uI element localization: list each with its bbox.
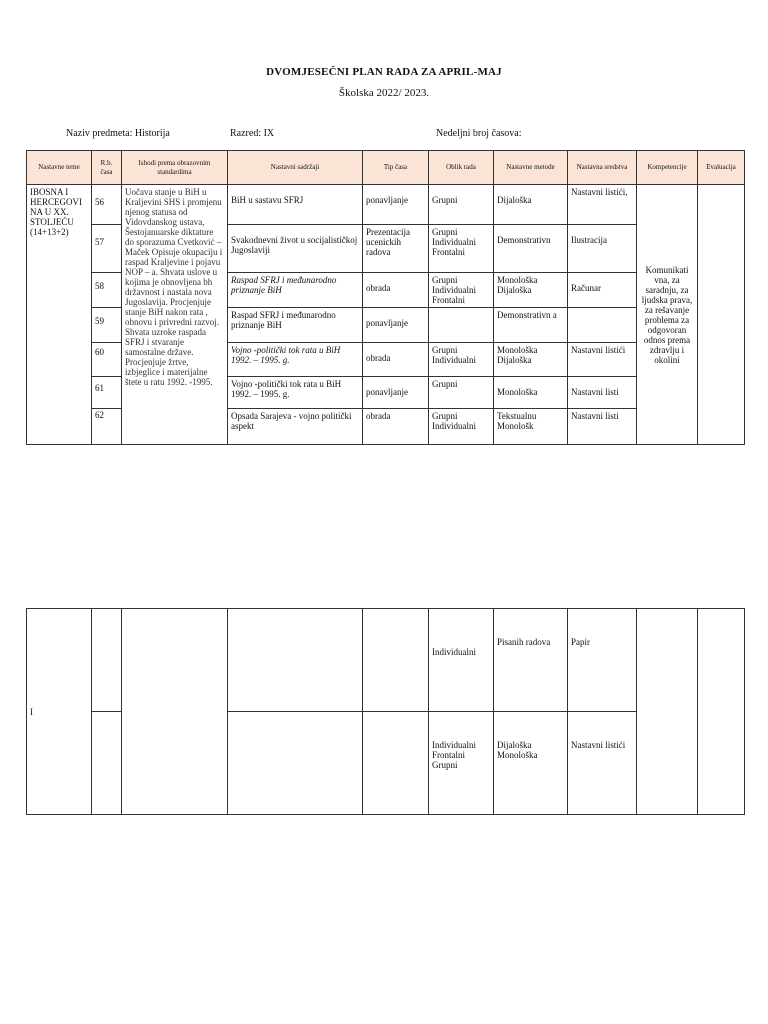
plan-table [26, 150, 745, 445]
evaluation-cell [698, 609, 745, 815]
lesson-type [363, 609, 429, 712]
column-header: Evaluacija [698, 151, 745, 185]
page-title: DVOMJESEČNI PLAN RADA ZA APRIL-MAJ [266, 66, 502, 78]
column-header: R.b. časa [92, 151, 122, 185]
lesson-number: 59 [92, 308, 122, 343]
lesson-number: 60 [92, 343, 122, 377]
table-row [27, 185, 745, 225]
evaluation-cell [698, 185, 745, 445]
teaching-aids: Papir [568, 609, 637, 712]
work-form: Grupni Individualni Frontalni [429, 273, 494, 308]
teaching-method: Monološka Dijaloška [494, 273, 568, 308]
teaching-method: Demonstrativn a [494, 308, 568, 343]
teaching-method: Dijaloška [494, 185, 568, 225]
column-header: Nastavna sredstva [568, 151, 637, 185]
lesson-type [363, 712, 429, 815]
work-form: Grupni [429, 377, 494, 409]
teaching-method: Pisanih radova [494, 609, 568, 712]
work-form: Individualni Frontalni Grupni [429, 712, 494, 815]
lesson-content: Opsada Sarajeva - vojno politički aspekt [228, 409, 363, 445]
teaching-aids: Računar [568, 273, 637, 308]
column-header: Nastavni sadržaji [228, 151, 363, 185]
lesson-content [228, 712, 363, 815]
competencies-cell: Komunikati vna, za saradnju, za ljudska prava, za rešavanje problema za odgovoran odnos prema zdravlju i okolini [637, 185, 698, 445]
table-row [27, 609, 745, 712]
teaching-aids: Ilustracija [568, 225, 637, 273]
lesson-number: 57 [92, 225, 122, 273]
lesson-number: 62 [92, 409, 122, 445]
work-form: Individualni [429, 609, 494, 712]
column-header: Nastavne teme [27, 151, 92, 185]
lesson-type: Prezentacija ucenickih radova [363, 225, 429, 273]
work-form: Grupni [429, 185, 494, 225]
lesson-type: ponavljanje [363, 308, 429, 343]
teaching-method: Monološka Dijaloška [494, 343, 568, 377]
topic-cell: I [27, 609, 92, 815]
subject-name: Naziv predmeta: Historija [66, 128, 170, 139]
lesson-type: ponavljanje [363, 185, 429, 225]
teaching-method: Dijaloška Monološka [494, 712, 568, 815]
competencies-cell [637, 609, 698, 815]
teaching-method: Tekstualnu Monološk [494, 409, 568, 445]
lesson-type: obrada [363, 273, 429, 308]
teaching-aids: Nastavni listići [568, 712, 637, 815]
lesson-number: 58 [92, 273, 122, 308]
lesson-number [92, 712, 122, 815]
weekly-hours: Nedeljni broj časova: [436, 128, 522, 139]
work-form: Grupni Individualni Frontalni [429, 225, 494, 273]
teaching-aids: Nastavni listići [568, 343, 637, 377]
teaching-aids: Nastavni listi [568, 409, 637, 445]
work-form: Grupni Individualni [429, 409, 494, 445]
lesson-content: Vojno -politički tok rata u BiH 1992. – 1995. g. [228, 343, 363, 377]
lesson-type: obrada [363, 409, 429, 445]
teaching-method: Demonstrativn [494, 225, 568, 273]
column-header: Ishodi prema obrazovnim standardima [122, 151, 228, 185]
topic-cell: IBOSNA I HERCEGOVI NA U XX. STOLJEĆU (14+13+2) [27, 185, 92, 445]
plan-table-continued [26, 608, 745, 815]
lesson-number [92, 609, 122, 712]
teaching-aids: Nastavni listići, [568, 185, 637, 225]
lesson-content: Svakodnevni život u socijalističkoj Jugoslaviji [228, 225, 363, 273]
teaching-aids: Nastavni listi [568, 377, 637, 409]
column-header: Oblik rada [429, 151, 494, 185]
outcomes-cell [122, 609, 228, 815]
lesson-number: 56 [92, 185, 122, 225]
teaching-method: Monološka [494, 377, 568, 409]
outcomes-cell: Uočava stanje u BiH u Kraljevini SHS i promjenu njenog statusa od Vidovdanskog ustava, Šestojanuarske diktature do sporazuma Cvetković – Maček Opisuje okupaciju i raspad Kraljevine i pojavu NOP – a. Shvata uslove u kojima je obnovljena bh državnost i nastala nova Jugoslavija. Procjenjuje stanje BiH nakon rata , obnovu i privredni razvoj. Shvata uzroke raspada SFRJ i stvaranje samostalne države. Procjenjuje žrtve, izbjeglice i materijalne štete u ratu 1992. -1995. [122, 185, 228, 445]
lesson-content: BiH u sastavu SFRJ [228, 185, 363, 225]
column-header: Kompetencije [637, 151, 698, 185]
lesson-type: ponavljanje [363, 377, 429, 409]
column-header: Nastavne metode [494, 151, 568, 185]
lesson-content [228, 609, 363, 712]
grade: Razred: IX [230, 128, 275, 139]
work-form [429, 308, 494, 343]
work-form: Grupni Individualni [429, 343, 494, 377]
lesson-content: Vojno -politički tok rata u BiH 1992. – 1995. g. [228, 377, 363, 409]
table-header-row [27, 151, 745, 185]
teaching-aids [568, 308, 637, 343]
lesson-content: Raspad SFRJ i međunarodno priznanje BiH [228, 273, 363, 308]
lesson-type: obrada [363, 343, 429, 377]
school-year: Školska 2022/ 2023. [338, 87, 430, 99]
lesson-number: 61 [92, 377, 122, 409]
column-header: Tip časa [363, 151, 429, 185]
lesson-content: Raspad SFRJ i međunarodno priznanje BiH [228, 308, 363, 343]
